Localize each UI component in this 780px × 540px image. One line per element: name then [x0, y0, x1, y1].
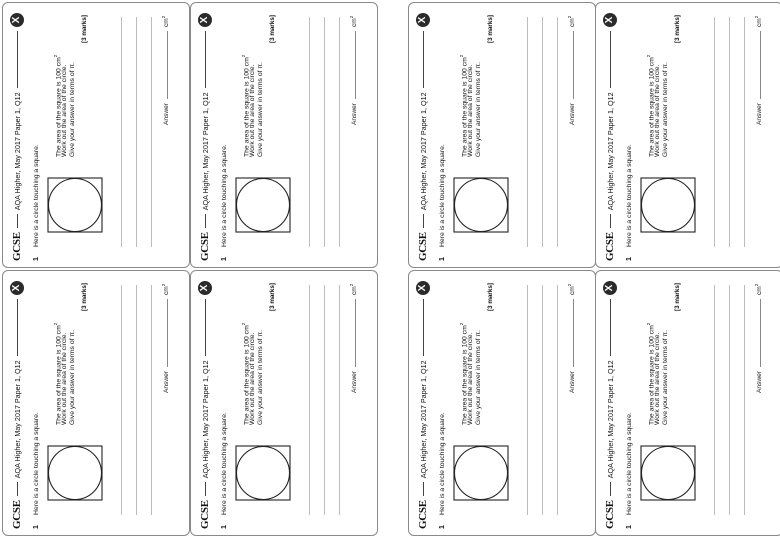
working-line	[744, 285, 745, 515]
card-content	[409, 271, 596, 536]
header-rule-long	[205, 299, 206, 356]
question-intro: Here is a circle touching a square.	[439, 412, 446, 515]
question-line-2: Work out the area of the circle.	[467, 332, 474, 425]
question-line-2: Work out the area of the circle.	[654, 64, 661, 157]
question-line-2: Work out the area of the circle.	[249, 332, 256, 425]
circle-in-square-icon	[47, 177, 103, 233]
working-line	[151, 17, 152, 247]
answer-unit-text: cm	[163, 18, 171, 27]
question-line-3: Give your answer in terms of π.	[475, 62, 482, 157]
header-rule	[17, 482, 18, 496]
answer-blank[interactable]	[573, 31, 574, 99]
working-line	[714, 17, 715, 247]
x-circle-logo-icon	[10, 13, 24, 27]
working-line	[557, 17, 558, 247]
header-rule	[17, 214, 18, 228]
answer-label: Answer	[756, 103, 764, 125]
question-line-3: Give your answer in terms of π.	[69, 62, 76, 157]
gcse-brand: GCSE	[11, 500, 23, 529]
circle-in-square-icon	[640, 445, 696, 501]
answer-unit	[161, 284, 170, 295]
question-line-3: Give your answer in terms of π.	[257, 62, 264, 157]
question-intro: Here is a circle touching a square.	[626, 144, 633, 247]
header-rule	[205, 214, 206, 228]
card-header	[9, 281, 25, 529]
working-line	[542, 285, 543, 515]
gcse-brand: GCSE	[417, 500, 429, 529]
squared-sup: 2	[241, 322, 246, 326]
worksheet-card	[408, 270, 596, 536]
card-header	[9, 13, 25, 261]
x-circle-logo-icon	[416, 13, 430, 27]
card-header	[197, 281, 213, 529]
question-number: 1	[33, 257, 40, 261]
answer-unit	[349, 284, 358, 295]
marks-label: [3 marks]	[674, 283, 681, 312]
answer-unit	[754, 284, 763, 295]
source-title: AQA Higher, May 2017 Paper 1, Q12	[12, 92, 22, 211]
answer-label: Answer	[163, 371, 171, 393]
question-intro: Here is a circle touching a square.	[33, 144, 40, 247]
question-line-3: Give your answer in terms of π.	[257, 330, 264, 425]
x-circle-logo-icon	[10, 281, 24, 295]
answer-unit-text: cm	[569, 18, 577, 27]
logo-letter: X	[604, 16, 615, 24]
marks-label: [3 marks]	[487, 15, 494, 44]
answer-label: Answer	[756, 371, 764, 393]
working-line	[339, 285, 340, 515]
working-line	[557, 285, 558, 515]
squared-sup: 2	[53, 54, 58, 58]
question-line-2: Work out the area of the circle.	[61, 332, 68, 425]
card-content	[191, 3, 378, 268]
circle-in-square-icon	[235, 177, 291, 233]
worksheet-card	[408, 2, 596, 268]
worksheet-card	[2, 270, 190, 536]
circle-in-square-icon	[453, 177, 509, 233]
working-line	[729, 285, 730, 515]
working-line	[324, 285, 325, 515]
worksheet-card	[595, 2, 780, 268]
card-header	[602, 281, 618, 529]
source-title: AQA Higher, May 2017 Paper 1, Q12	[605, 92, 615, 211]
header-rule	[610, 482, 611, 496]
gcse-brand: GCSE	[417, 232, 429, 261]
x-circle-logo-icon	[603, 13, 617, 27]
worksheet-card	[190, 270, 378, 536]
answer-unit	[567, 16, 576, 27]
worksheet-card	[2, 2, 190, 268]
question-line-1-text: The area of the square is 100 cm	[648, 325, 656, 425]
marks-label: [3 marks]	[487, 283, 494, 312]
card-content	[3, 271, 190, 536]
answer-blank[interactable]	[573, 299, 574, 367]
circle-in-square-icon	[235, 445, 291, 501]
working-line	[121, 285, 122, 515]
question-number: 1	[221, 525, 228, 529]
answer-unit-text: cm	[351, 286, 359, 295]
question-number: 1	[33, 525, 40, 529]
answer-unit-sup: 2	[567, 15, 572, 19]
source-title: AQA Higher, May 2017 Paper 1, Q12	[200, 360, 210, 479]
question-number: 1	[221, 257, 228, 261]
x-circle-logo-icon	[603, 281, 617, 295]
question-intro: Here is a circle touching a square.	[33, 412, 40, 515]
answer-unit	[567, 284, 576, 295]
answer-blank[interactable]	[355, 299, 356, 367]
squared-sup: 2	[241, 54, 246, 58]
question-intro: Here is a circle touching a square.	[439, 144, 446, 247]
source-title: AQA Higher, May 2017 Paper 1, Q12	[418, 360, 428, 479]
header-rule-long	[423, 31, 424, 88]
question-line-2: Work out the area of the circle.	[249, 64, 256, 157]
answer-unit-text: cm	[351, 18, 359, 27]
card-content	[596, 3, 780, 268]
answer-row	[567, 16, 576, 125]
card-content	[409, 3, 596, 268]
answer-unit-sup: 2	[161, 15, 166, 19]
marks-label: [3 marks]	[269, 283, 276, 312]
answer-unit	[161, 16, 170, 27]
answer-label: Answer	[569, 103, 577, 125]
question-intro: Here is a circle touching a square.	[221, 412, 228, 515]
answer-row	[349, 16, 358, 125]
answer-label: Answer	[163, 103, 171, 125]
answer-label: Answer	[351, 103, 359, 125]
question-line-3: Give your answer in terms of π.	[662, 330, 669, 425]
question-line-1-text: The area of the square is 100 cm	[55, 325, 63, 425]
card-header	[415, 281, 431, 529]
answer-unit-text: cm	[756, 18, 764, 27]
card-header	[415, 13, 431, 261]
question-line-2: Work out the area of the circle.	[467, 64, 474, 157]
answer-unit	[754, 16, 763, 27]
question-number: 1	[439, 257, 446, 261]
question-intro: Here is a circle touching a square.	[221, 144, 228, 247]
answer-row	[754, 16, 763, 125]
answer-blank[interactable]	[167, 299, 168, 367]
working-line	[729, 17, 730, 247]
card-content	[191, 271, 378, 536]
working-line	[136, 17, 137, 247]
answer-blank[interactable]	[167, 31, 168, 99]
answer-blank[interactable]	[760, 31, 761, 99]
marks-label: [3 marks]	[269, 15, 276, 44]
answer-label: Answer	[351, 371, 359, 393]
answer-unit-sup: 2	[754, 283, 759, 287]
gcse-brand: GCSE	[199, 232, 211, 261]
header-rule	[205, 482, 206, 496]
card-header	[602, 13, 618, 261]
answer-row	[349, 284, 358, 393]
header-rule-long	[17, 31, 18, 88]
question-line-1-text: The area of the square is 100 cm	[461, 325, 469, 425]
answer-unit-text: cm	[569, 286, 577, 295]
card-content	[596, 271, 780, 536]
logo-letter: X	[11, 284, 22, 292]
question-line-3: Give your answer in terms of π.	[475, 330, 482, 425]
x-circle-logo-icon	[198, 13, 212, 27]
gcse-brand: GCSE	[604, 232, 616, 261]
source-title: AQA Higher, May 2017 Paper 1, Q12	[12, 360, 22, 479]
working-line	[121, 17, 122, 247]
question-line-1-text: The area of the square is 100 cm	[55, 57, 63, 157]
answer-blank[interactable]	[355, 31, 356, 99]
x-circle-logo-icon	[198, 281, 212, 295]
squared-sup: 2	[459, 54, 464, 58]
gcse-brand: GCSE	[199, 500, 211, 529]
logo-letter: X	[417, 16, 428, 24]
question-number: 1	[626, 257, 633, 261]
working-line	[527, 17, 528, 247]
circle-in-square-icon	[47, 445, 103, 501]
answer-row	[754, 284, 763, 393]
gcse-brand: GCSE	[11, 232, 23, 261]
header-rule-long	[17, 299, 18, 356]
working-line	[339, 17, 340, 247]
logo-letter: X	[604, 284, 615, 292]
question-number: 1	[626, 525, 633, 529]
question-line-1-text: The area of the square is 100 cm	[648, 57, 656, 157]
gcse-brand: GCSE	[604, 500, 616, 529]
marks-label: [3 marks]	[674, 15, 681, 44]
marks-label: [3 marks]	[81, 283, 88, 312]
answer-unit-sup: 2	[567, 283, 572, 287]
question-line-2: Work out the area of the circle.	[61, 64, 68, 157]
answer-unit-text: cm	[756, 286, 764, 295]
answer-blank[interactable]	[760, 299, 761, 367]
x-circle-logo-icon	[416, 281, 430, 295]
source-title: AQA Higher, May 2017 Paper 1, Q12	[200, 92, 210, 211]
question-number: 1	[439, 525, 446, 529]
logo-letter: X	[199, 284, 210, 292]
header-rule-long	[610, 299, 611, 356]
question-line-2: Work out the area of the circle.	[654, 332, 661, 425]
squared-sup: 2	[646, 54, 651, 58]
header-rule	[423, 214, 424, 228]
answer-unit-sup: 2	[754, 15, 759, 19]
answer-unit-sup: 2	[349, 283, 354, 287]
header-rule-long	[610, 31, 611, 88]
working-line	[309, 285, 310, 515]
question-line-3: Give your answer in terms of π.	[662, 62, 669, 157]
working-line	[527, 285, 528, 515]
source-title: AQA Higher, May 2017 Paper 1, Q12	[605, 360, 615, 479]
circle-in-square-icon	[640, 177, 696, 233]
working-line	[324, 17, 325, 247]
card-content	[3, 3, 190, 268]
answer-unit-sup: 2	[349, 15, 354, 19]
squared-sup: 2	[646, 322, 651, 326]
answer-row	[567, 284, 576, 393]
header-rule	[610, 214, 611, 228]
working-line	[744, 17, 745, 247]
working-line	[309, 17, 310, 247]
card-header	[197, 13, 213, 261]
answer-unit	[349, 16, 358, 27]
answer-unit-text: cm	[163, 286, 171, 295]
working-line	[151, 285, 152, 515]
worksheet-card	[190, 2, 378, 268]
working-line	[542, 17, 543, 247]
squared-sup: 2	[459, 322, 464, 326]
worksheet-card	[595, 270, 780, 536]
header-rule-long	[423, 299, 424, 356]
question-line-1-text: The area of the square is 100 cm	[461, 57, 469, 157]
question-line-1-text: The area of the square is 100 cm	[243, 325, 251, 425]
question-line-3: Give your answer in terms of π.	[69, 330, 76, 425]
header-rule	[423, 482, 424, 496]
source-title: AQA Higher, May 2017 Paper 1, Q12	[418, 92, 428, 211]
circle-in-square-icon	[453, 445, 509, 501]
working-line	[714, 285, 715, 515]
answer-label: Answer	[569, 371, 577, 393]
logo-letter: X	[199, 16, 210, 24]
squared-sup: 2	[53, 322, 58, 326]
marks-label: [3 marks]	[81, 15, 88, 44]
question-intro: Here is a circle touching a square.	[626, 412, 633, 515]
header-rule-long	[205, 31, 206, 88]
answer-unit-sup: 2	[161, 283, 166, 287]
answer-row	[161, 16, 170, 125]
question-line-1-text: The area of the square is 100 cm	[243, 57, 251, 157]
logo-letter: X	[417, 284, 428, 292]
working-line	[136, 285, 137, 515]
answer-row	[161, 284, 170, 393]
logo-letter: X	[11, 16, 22, 24]
